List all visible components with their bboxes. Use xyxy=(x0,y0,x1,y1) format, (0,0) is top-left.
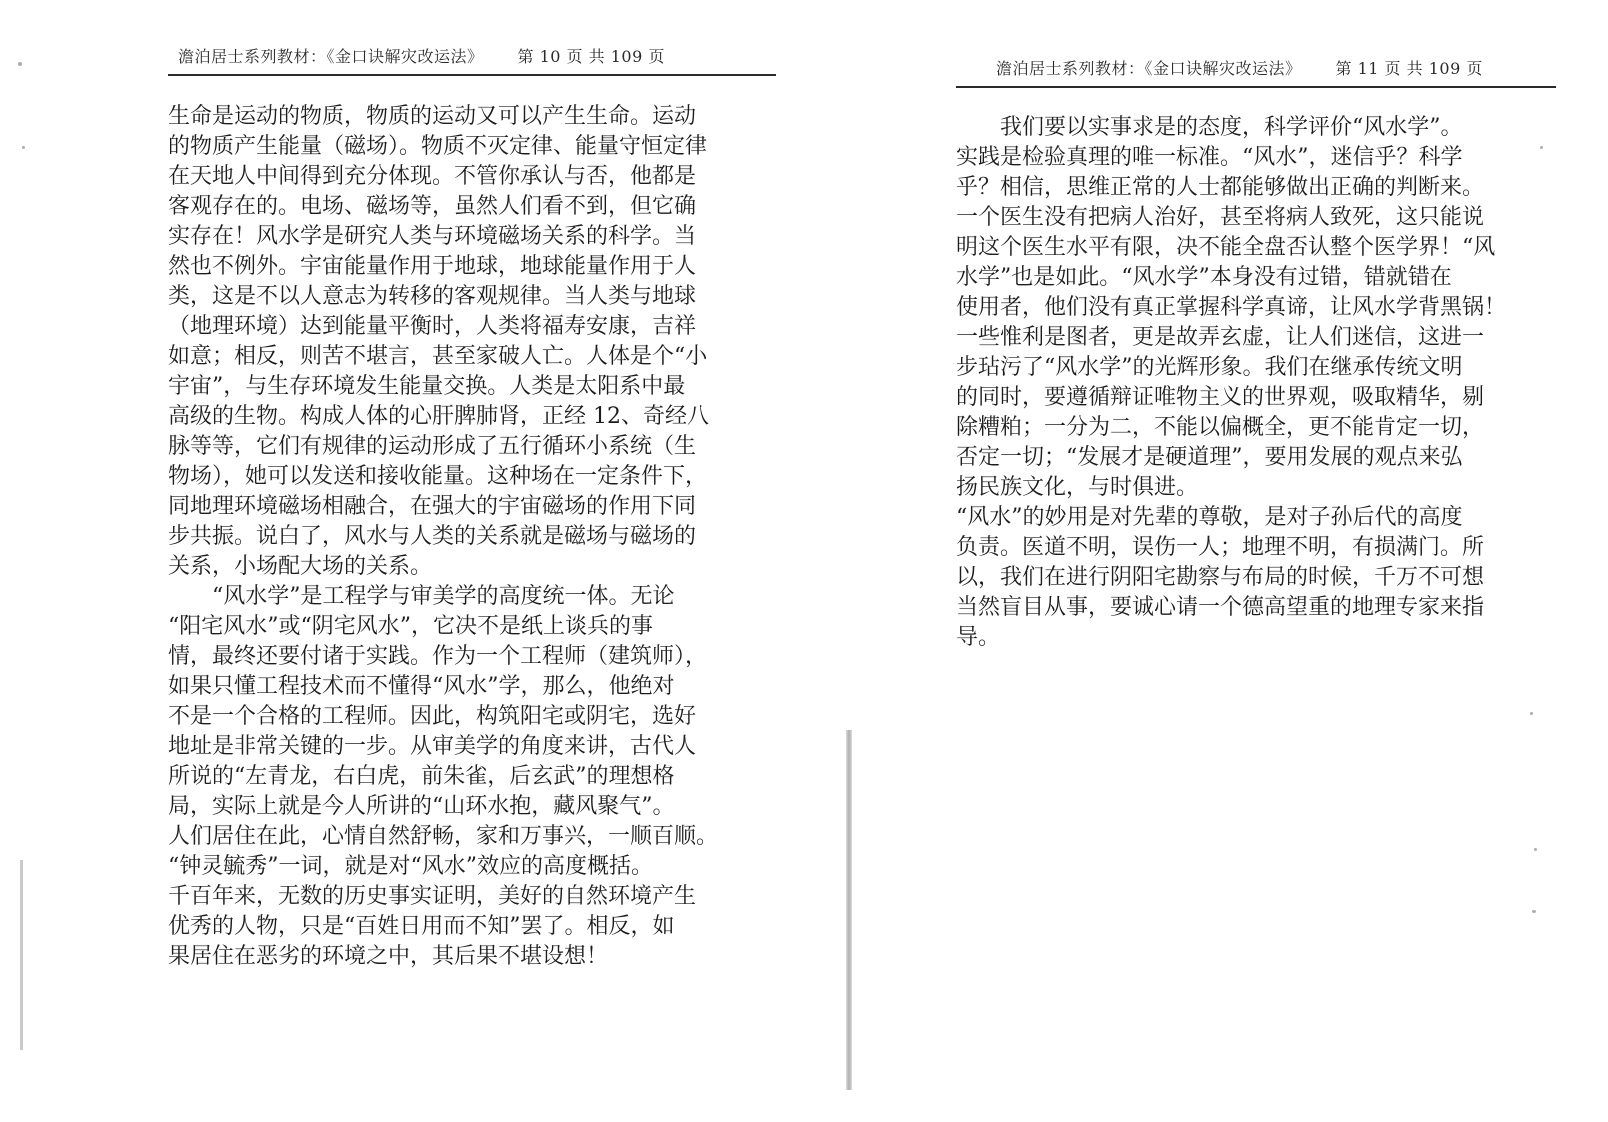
text-line: 如意；相反，则苦不堪言，甚至家破人亡。人体是个“小 xyxy=(168,344,708,369)
text-line: 脉等等，它们有规律的运动形成了五行循环小系统（生 xyxy=(168,434,697,459)
scan-speck xyxy=(1534,848,1537,851)
scan-speck xyxy=(1540,146,1543,149)
text-line: 同地理环境磁场相融合，在强大的宇宙磁场的作用下同 xyxy=(168,494,697,519)
text-line: 人们居住在此，心情自然舒畅，家和万事兴，一顺百顺。 xyxy=(168,824,719,849)
text-line: 导。 xyxy=(956,625,1001,650)
text-line: 明这个医生水平有限，决不能全盘否认整个医学界！“风 xyxy=(956,235,1496,260)
text-line: “风水学”是工程学与审美学的高度统一体。无论 xyxy=(168,584,675,609)
text-line: 情，最终还要付诸于实践。作为一个工程师（建筑师）， xyxy=(168,644,708,669)
text-line: 以，我们在进行阴阳宅勘察与布局的时候，千万不可想 xyxy=(956,565,1485,590)
text-line: 果居住在恶劣的环境之中，其后果不堪设想！ xyxy=(168,944,609,969)
text-line: 步玷污了“风水学”的光辉形象。我们在继承传统文明 xyxy=(956,355,1463,380)
right-header-rule xyxy=(956,86,1556,88)
text-line: 一个医生没有把病人治好，甚至将病人致死，这只能说 xyxy=(956,205,1485,230)
text-line: 否定一切；“发展才是硬道理”，要用发展的观点来弘 xyxy=(956,445,1463,470)
text-line: （地理环境）达到能量平衡时，人类将福寿安康，吉祥 xyxy=(168,314,697,339)
text-line: 客观存在的。电场、磁场等，虽然人们看不到，但它确 xyxy=(168,194,697,219)
text-line: 负责。医道不明，误伤一人；地理不明，有损满门。所 xyxy=(956,535,1485,560)
text-line: 优秀的人物，只是“百姓日用而不知”罢了。相反，如 xyxy=(168,914,675,939)
text-line: 当然盲目从事，要诚心请一个德高望重的地理专家来指 xyxy=(956,595,1485,620)
scan-speck xyxy=(18,62,22,66)
text-line: 使用者，他们没有真正掌握科学真谛，让风水学背黑锅！ xyxy=(956,295,1507,320)
text-line: 物场），她可以发送和接收能量。这种场在一定条件下， xyxy=(168,464,708,489)
scan-speck xyxy=(1532,910,1536,913)
left-page xyxy=(0,0,800,1122)
right-page-header xyxy=(996,56,1483,79)
left-page-body xyxy=(168,102,772,972)
text-line: 实存在！风水学是研究人类与环境磁场关系的科学。当 xyxy=(168,224,697,249)
text-line: 千百年来，无数的历史事实证明，美好的自然环境产生 xyxy=(168,884,697,909)
text-line: 乎？相信，思维正常的人士都能够做出正确的判断来。 xyxy=(956,175,1485,200)
right-header-series-title: 澹泊居士系列教材：《金口诀解灾改运法》 xyxy=(996,59,1302,78)
text-line: 我们要以实事求是的态度，科学评价“风水学”。 xyxy=(956,115,1463,140)
left-header-series-title: 澹泊居士系列教材：《金口诀解灾改运法》 xyxy=(178,47,484,66)
scan-speck xyxy=(22,146,25,149)
text-line: 除糟粕；一分为二，不能以偏概全，更不能肯定一切， xyxy=(956,415,1485,440)
text-line: 类，这是不以人意志为转移的客观规律。当人类与地球 xyxy=(168,284,697,309)
text-line: 高级的生物。构成人体的心肝脾肺肾，正经 12、奇经八 xyxy=(168,404,709,429)
text-line: 地址是非常关键的一步。从审美学的角度来讲，古代人 xyxy=(168,734,697,759)
left-page-header xyxy=(178,44,665,67)
text-line: 的物质产生能量（磁场）。物质不灭定律、能量守恒定律 xyxy=(168,134,708,159)
left-header-rule xyxy=(168,74,776,76)
text-line: 生命是运动的物质，物质的运动又可以产生生命。运动 xyxy=(168,104,697,129)
text-line: “钟灵毓秀”一词，就是对“风水”效应的高度概括。 xyxy=(168,854,653,879)
text-line: 扬民族文化，与时俱进。 xyxy=(956,475,1199,500)
text-line: 不是一个合格的工程师。因此，构筑阳宅或阴宅，选好 xyxy=(168,704,697,729)
right-header-page-number: 第 11 页 共 109 页 xyxy=(1335,59,1483,78)
text-line: 在天地人中间得到充分体现。不管你承认与否，他都是 xyxy=(168,164,697,189)
left-header-page-number: 第 10 页 共 109 页 xyxy=(517,47,665,66)
text-line: 实践是检验真理的唯一标准。“风水”，迷信乎？科学 xyxy=(956,145,1463,170)
text-line: 如果只懂工程技术而不懂得“风水”学，那么，他绝对 xyxy=(168,674,675,699)
text-line: 水学”也是如此。“风水学”本身没有过错，错就错在 xyxy=(956,265,1452,290)
text-line: 关系，小场配大场的关系。 xyxy=(168,554,433,579)
text-line: 的同时，要遵循辩证唯物主义的世界观，吸取精华，剔 xyxy=(956,385,1485,410)
text-line: “风水”的妙用是对先辈的尊敬，是对子孙后代的高度 xyxy=(956,505,1463,530)
book-gutter xyxy=(846,730,852,1090)
text-line: 局，实际上就是今人所讲的“山环水抱，藏风聚气”。 xyxy=(168,794,675,819)
text-line: 然也不例外。宇宙能量作用于地球，地球能量作用于人 xyxy=(168,254,697,279)
text-line: 步共振。说白了，风水与人类的关系就是磁场与磁场的 xyxy=(168,524,697,549)
right-page-body xyxy=(956,113,1556,653)
text-line: 一些惟利是图者，更是故弄玄虚，让人们迷信，这进一 xyxy=(956,325,1485,350)
scan-speck xyxy=(1530,712,1533,715)
text-line: 宇宙”，与生存环境发生能量交换。人类是太阳系中最 xyxy=(168,374,686,399)
text-line: 所说的“左青龙，右白虎，前朱雀，后玄武”的理想格 xyxy=(168,764,675,789)
right-page xyxy=(860,0,1608,1122)
text-line: “阳宅风水”或“阴宅风水”，它决不是纸上谈兵的事 xyxy=(168,614,653,639)
